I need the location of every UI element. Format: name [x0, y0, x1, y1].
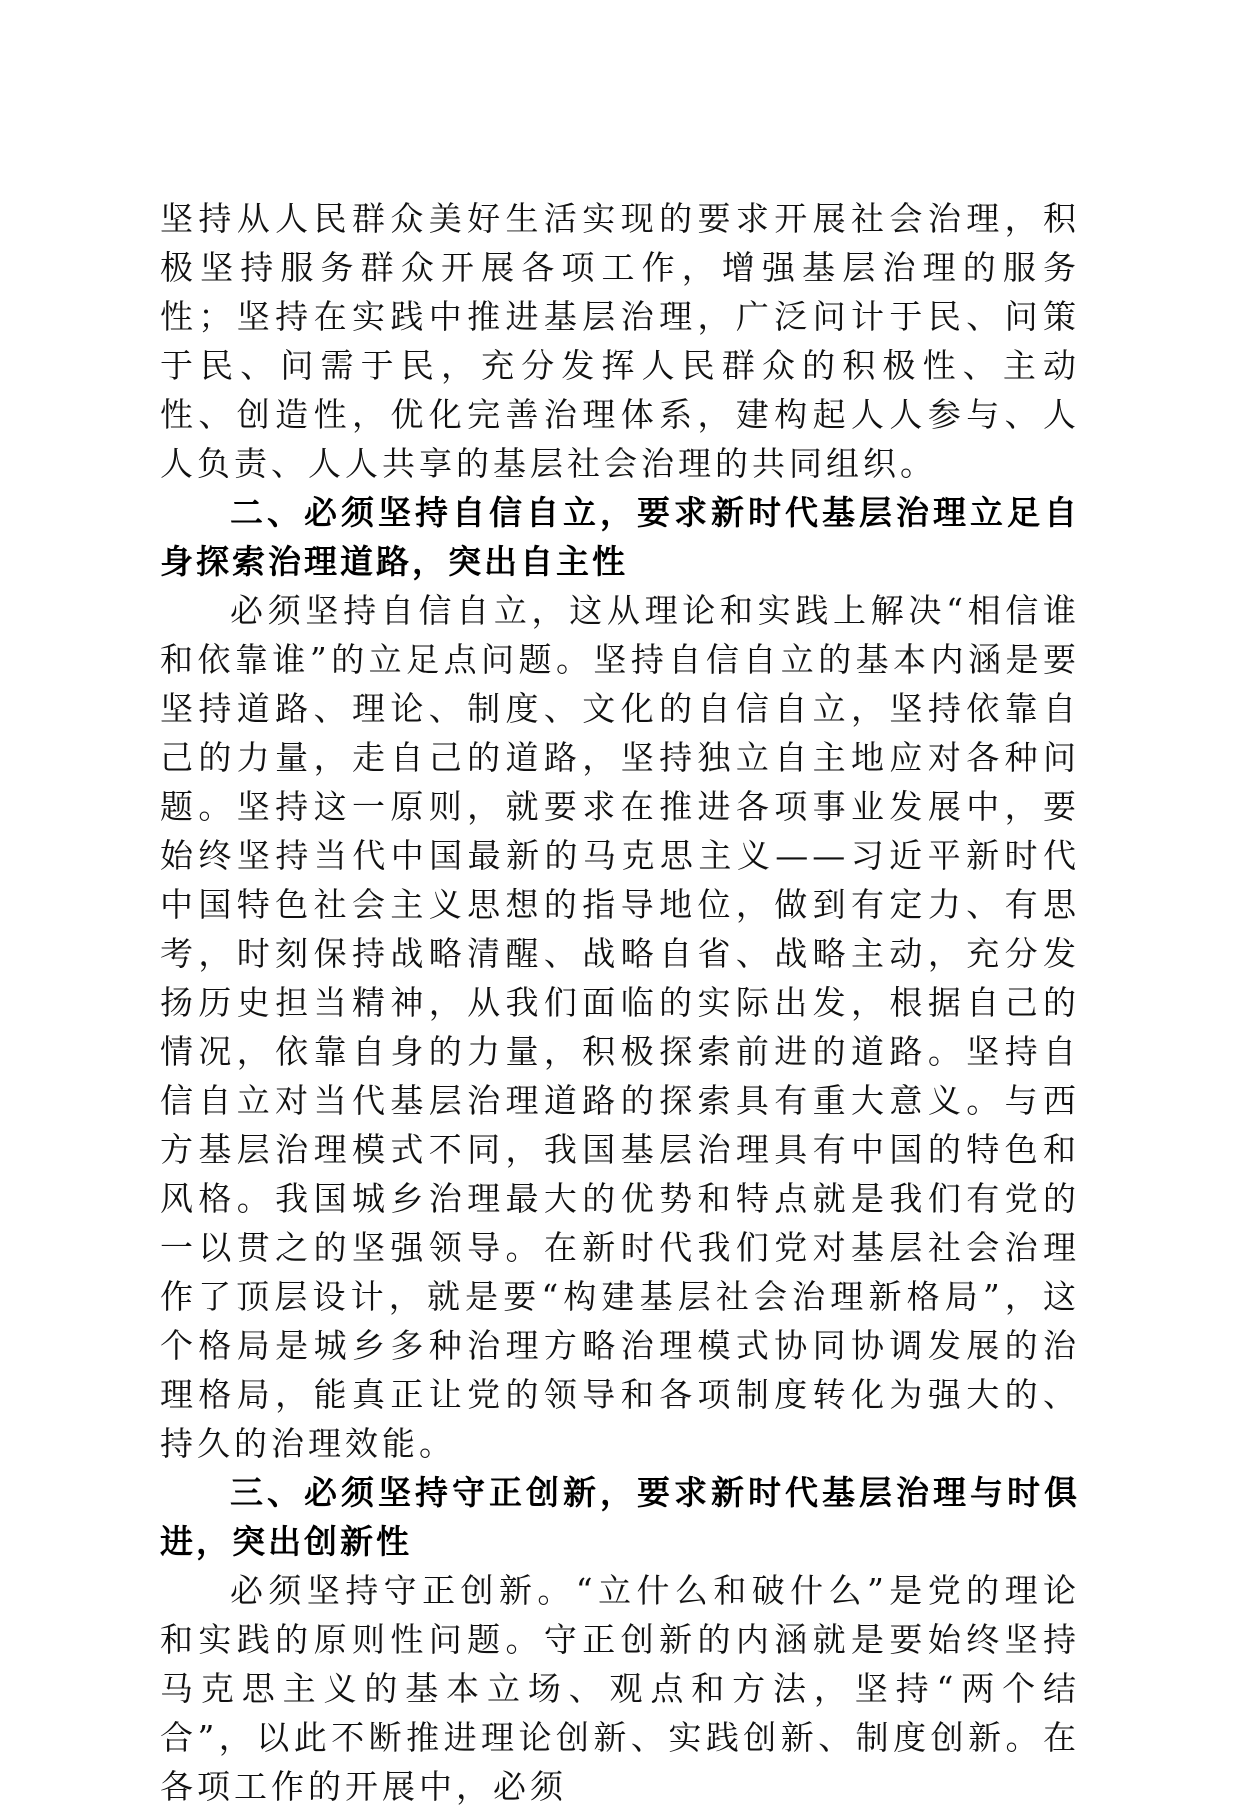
section-heading-2: 二、必须坚持自信自立，要求新时代基层治理立足自身探索治理道路，突出自主性: [160, 493, 1080, 581]
paragraph-3: 必须坚持守正创新。“立什么和破什么”是党的理论和实践的原则性问题。守正创新的内涵就是要始终坚持马克思主义的基本立场、观点和方法，坚持“两个结合”，以此不断推进理论创新、实践创新、制度创新。在各项工作的开展中，必须: [160, 1571, 1080, 1806]
paragraph-2: 必须坚持自信自立，这从理论和实践上解决“相信谁和依靠谁”的立足点问题。坚持自信自立的基本内涵是要坚持道路、理论、制度、文化的自信自立，坚持依靠自己的力量，走自己的道路，坚持独立自主地应对各种问题。坚持这一原则，就要求在推进各项事业发展中，要始终坚持当代中国最新的马克思主义——习近平新时代中国特色社会主义思想的指导地位，做到有定力、有思考，时刻保持战略清醒、战略自省、战略主动，充分发扬历史担当精神，从我们面临的实际出发，根据自己的情况，依靠自身的力量，积极探索前进的道路。坚持自信自立对当代基层治理道路的探索具有重大意义。与西方基层治理模式不同，我国基层治理具有中国的特色和风格。我国城乡治理最大的优势和特点就是我们有党的一以贯之的坚强领导。在新时代我们党对基层社会治理作了顶层设计，就是要“构建基层社会治理新格局”，这个格局是城乡多种治理方略治理模式协同协调发展的治理格局，能真正让党的领导和各项制度转化为强大的、持久的治理效能。: [160, 591, 1080, 1463]
section-heading-3: 三、必须坚持守正创新，要求新时代基层治理与时俱进，突出创新性: [160, 1473, 1080, 1561]
document-body: [160, 194, 1080, 1811]
paragraph-1: 坚持从人民群众美好生活实现的要求开展社会治理，积极坚持服务群众开展各项工作，增强基层治理的服务性；坚持在实践中推进基层治理，广泛问计于民、问策于民、问需于民，充分发挥人民群众的积极性、主动性、创造性，优化完善治理体系，建构起人人参与、人人负责、人人共享的基层社会治理的共同组织。: [160, 199, 1080, 483]
